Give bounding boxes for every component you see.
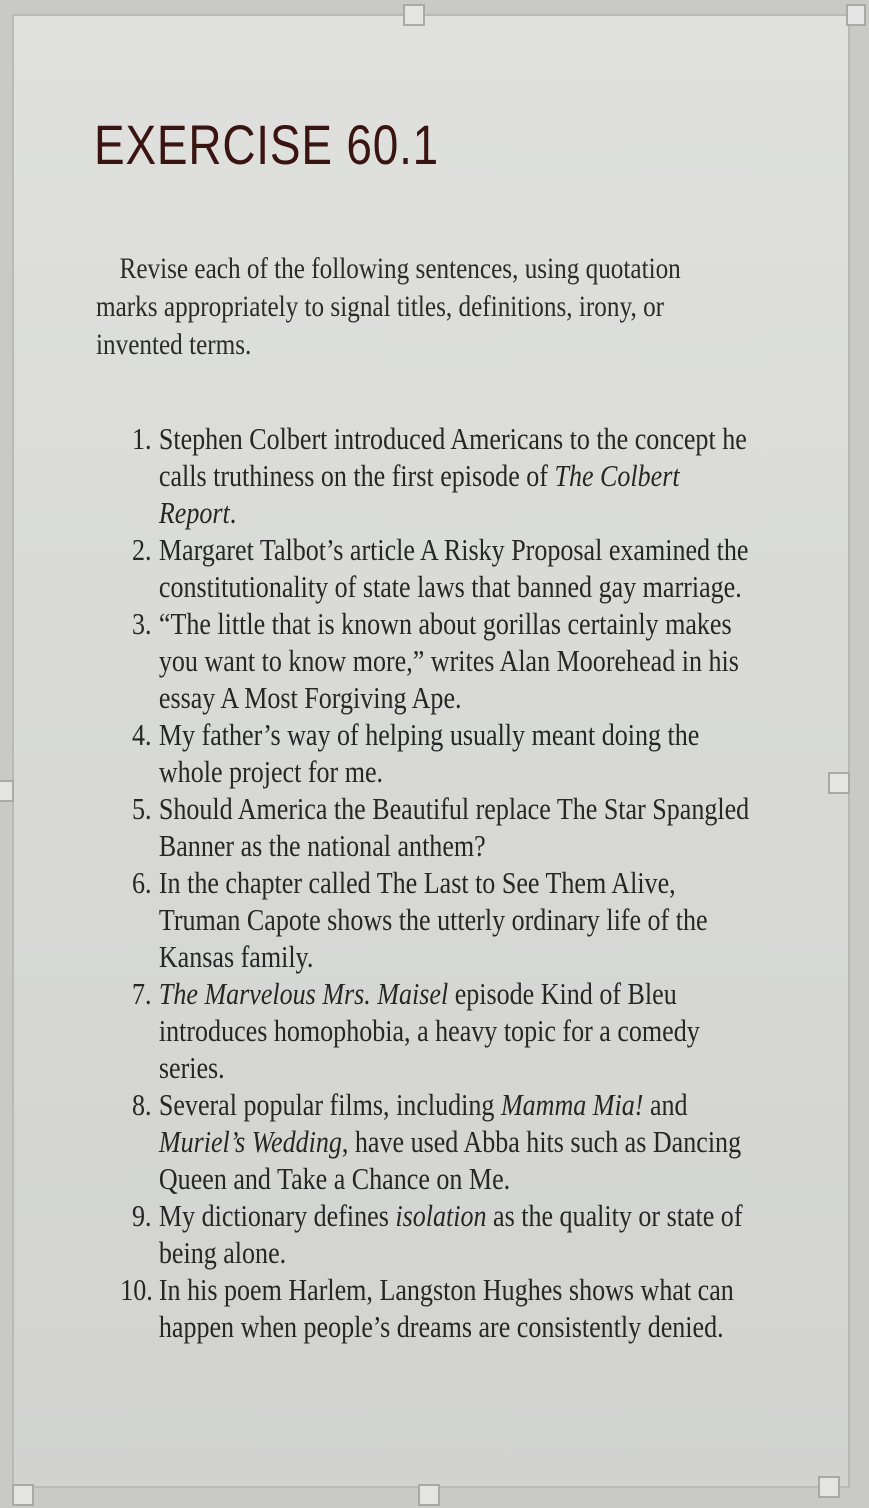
exercise-item [132, 1197, 762, 1271]
text-run: My dictionary defines [158, 1198, 396, 1233]
exercise-item [132, 975, 762, 1086]
exercise-item [132, 531, 762, 605]
text-run: episode Kind of Bleu introduces homophobia, a heavy topic for a comedy series. [158, 976, 700, 1085]
resize-handle-bottom[interactable] [418, 1484, 440, 1506]
text-run: and [643, 1087, 688, 1122]
exercise-item [132, 716, 762, 790]
text-run: Stephen Colbert introduced Americans to the concept he calls truthiness on the first episode of [158, 421, 747, 493]
italic-title: isolation [395, 1198, 487, 1233]
exercise-item [132, 605, 762, 716]
italic-title: The Marvelous Mrs. Maisel [158, 976, 449, 1011]
resize-handle-right[interactable] [828, 772, 850, 794]
item-text [159, 975, 762, 1086]
item-number: 10. [120, 1272, 153, 1307]
text-run: “The little that is known about gorillas certainly makes you want to know more,” writes Alan Moorehead in his essay A Most Forgiving Ape. [158, 606, 739, 715]
item-text [159, 605, 762, 716]
exercise-item [132, 420, 762, 531]
exercise-item [132, 1086, 762, 1197]
item-text [159, 1271, 762, 1345]
item-number: 4. [132, 717, 152, 752]
item-number: 1. [132, 421, 152, 456]
item-number: 5. [132, 791, 152, 826]
item-text [159, 790, 762, 864]
item-text [159, 531, 762, 605]
text-run: as the quality or state of being alone. [158, 1198, 743, 1270]
text-run: Should America the Beautiful replace The Star Spangled Banner as the national anthem? [158, 791, 750, 863]
item-text [159, 864, 762, 975]
resize-handle-bottom-right[interactable] [818, 1476, 840, 1498]
exercise-item [132, 864, 762, 975]
item-number: 7. [132, 976, 152, 1011]
text-run: My father’s way of helping usually meant doing the whole project for me. [158, 717, 700, 789]
text-run: Margaret Talbot’s article A Risky Proposal examined the constitutionality of state laws that banned gay marriage. [158, 532, 749, 604]
italic-title: Mamma Mia! [500, 1087, 644, 1122]
text-run: In the chapter called The Last to See Them Alive, Truman Capote shows the utterly ordinary life of the Kansas family. [158, 865, 708, 974]
item-number: 2. [132, 532, 152, 567]
resize-handle-top[interactable] [403, 4, 425, 26]
italic-title: Muriel’s Wedding [158, 1124, 342, 1159]
exercise-item [132, 790, 762, 864]
text-run: In his poem Harlem, Langston Hughes shows what can happen when people’s dreams are consistently denied. [158, 1272, 734, 1344]
item-number: 8. [132, 1087, 152, 1122]
text-run: Several popular films, including [158, 1087, 501, 1122]
exercise-instructions: Revise each of the following sentences, using quotation marks appropriately to signal titles, definitions, irony, or invented terms. [96, 252, 681, 361]
exercise-item [120, 1271, 762, 1345]
resize-handle-bottom-left[interactable] [12, 1484, 34, 1506]
text-run: . [229, 495, 237, 530]
exercise-title: EXERCISE 60.1 [94, 113, 440, 176]
item-text [159, 716, 762, 790]
exercise-list [120, 420, 762, 1345]
item-number: 3. [132, 606, 152, 641]
item-text [159, 420, 762, 531]
item-number: 9. [132, 1198, 152, 1233]
item-text [159, 1197, 762, 1271]
item-text [159, 1086, 762, 1197]
italic-title: The Colbert Report [158, 458, 680, 530]
item-number: 6. [132, 865, 152, 900]
text-run: , have used Abba hits such as Dancing Queen and Take a Chance on Me. [158, 1124, 742, 1196]
resize-handle-left[interactable] [0, 780, 14, 802]
resize-handle-top-right[interactable] [846, 4, 866, 26]
